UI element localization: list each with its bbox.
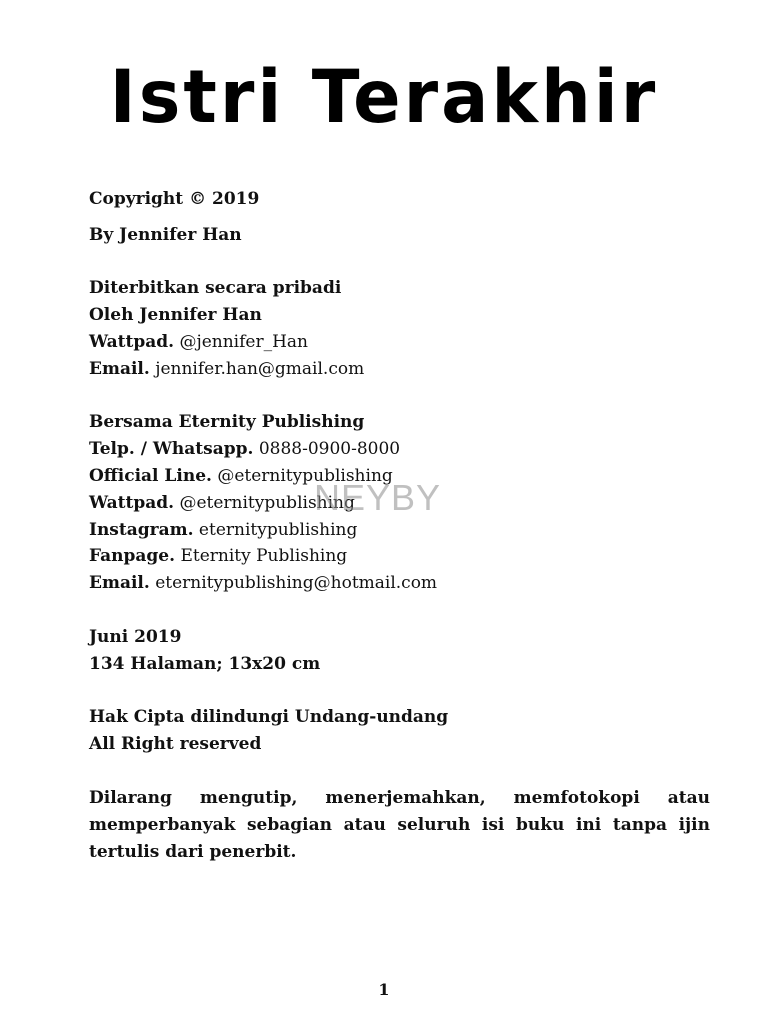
book-title: Istri Terakhir bbox=[109, 53, 659, 141]
partner-wattpad-value: @eternitypublishing bbox=[179, 492, 355, 513]
partner-instagram-label: Instagram. bbox=[89, 519, 194, 540]
page-number: 1 bbox=[378, 980, 390, 999]
edition-details: 134 Halaman; 13x20 cm bbox=[89, 653, 321, 674]
partner-phone bbox=[89, 436, 710, 463]
legal-notice: Dilarang mengutip, menerjemahkan, memfotokopi atau memperbanyak sebagian atau seluruh isi buku ini tanpa ijin tertulis dari penerbit. bbox=[89, 787, 710, 862]
partner-fanpage-label: Fanpage. bbox=[89, 546, 176, 567]
rights-line-2: All Right reserved bbox=[89, 733, 262, 754]
rights-line-1: Hak Cipta dilindungi Undang-undang bbox=[89, 707, 449, 728]
copyright-page-content bbox=[89, 186, 710, 866]
author-line: By Jennifer Han bbox=[89, 224, 242, 245]
partner-email bbox=[89, 570, 710, 597]
partner-line-value: @eternitypublishing bbox=[217, 465, 393, 486]
partner-wattpad bbox=[89, 490, 710, 517]
partner-phone-label: Telp. / Whatsapp. bbox=[89, 439, 254, 460]
partner-heading: Bersama Eternity Publishing bbox=[89, 412, 365, 433]
published-line: Diterbitkan secara pribadi bbox=[89, 278, 342, 299]
copyright-line: Copyright © 2019 bbox=[89, 189, 260, 209]
publisher-block bbox=[89, 275, 710, 382]
edition-block bbox=[89, 624, 710, 678]
partner-wattpad-label: Wattpad. bbox=[89, 492, 175, 513]
author-email-value: jennifer.han@gmail.com bbox=[155, 358, 365, 379]
author-wattpad-value: @jennifer_Han bbox=[179, 331, 309, 352]
partner-phone-value: 0888-0900-8000 bbox=[258, 439, 401, 460]
publisher-name: Oleh Jennifer Han bbox=[89, 305, 262, 326]
partner-fanpage-value: Eternity Publishing bbox=[180, 546, 348, 567]
partner-block bbox=[89, 409, 710, 597]
partner-fanpage bbox=[89, 543, 710, 570]
rights-block bbox=[89, 704, 710, 758]
partner-official-line bbox=[89, 463, 710, 490]
author-wattpad-label: Wattpad. bbox=[89, 331, 175, 352]
watermark-text: NEYBY bbox=[314, 477, 442, 518]
partner-instagram-value: eternitypublishing bbox=[198, 519, 358, 540]
partner-email-label: Email. bbox=[89, 573, 150, 594]
author-email-label: Email. bbox=[89, 358, 150, 379]
partner-instagram bbox=[89, 517, 710, 544]
partner-email-value: eternitypublishing@hotmail.com bbox=[155, 573, 438, 594]
edition-date: Juni 2019 bbox=[89, 626, 182, 647]
author-email bbox=[89, 356, 710, 383]
author-wattpad bbox=[89, 329, 710, 356]
copyright-block bbox=[89, 186, 710, 249]
partner-line-label: Official Line. bbox=[89, 465, 212, 486]
